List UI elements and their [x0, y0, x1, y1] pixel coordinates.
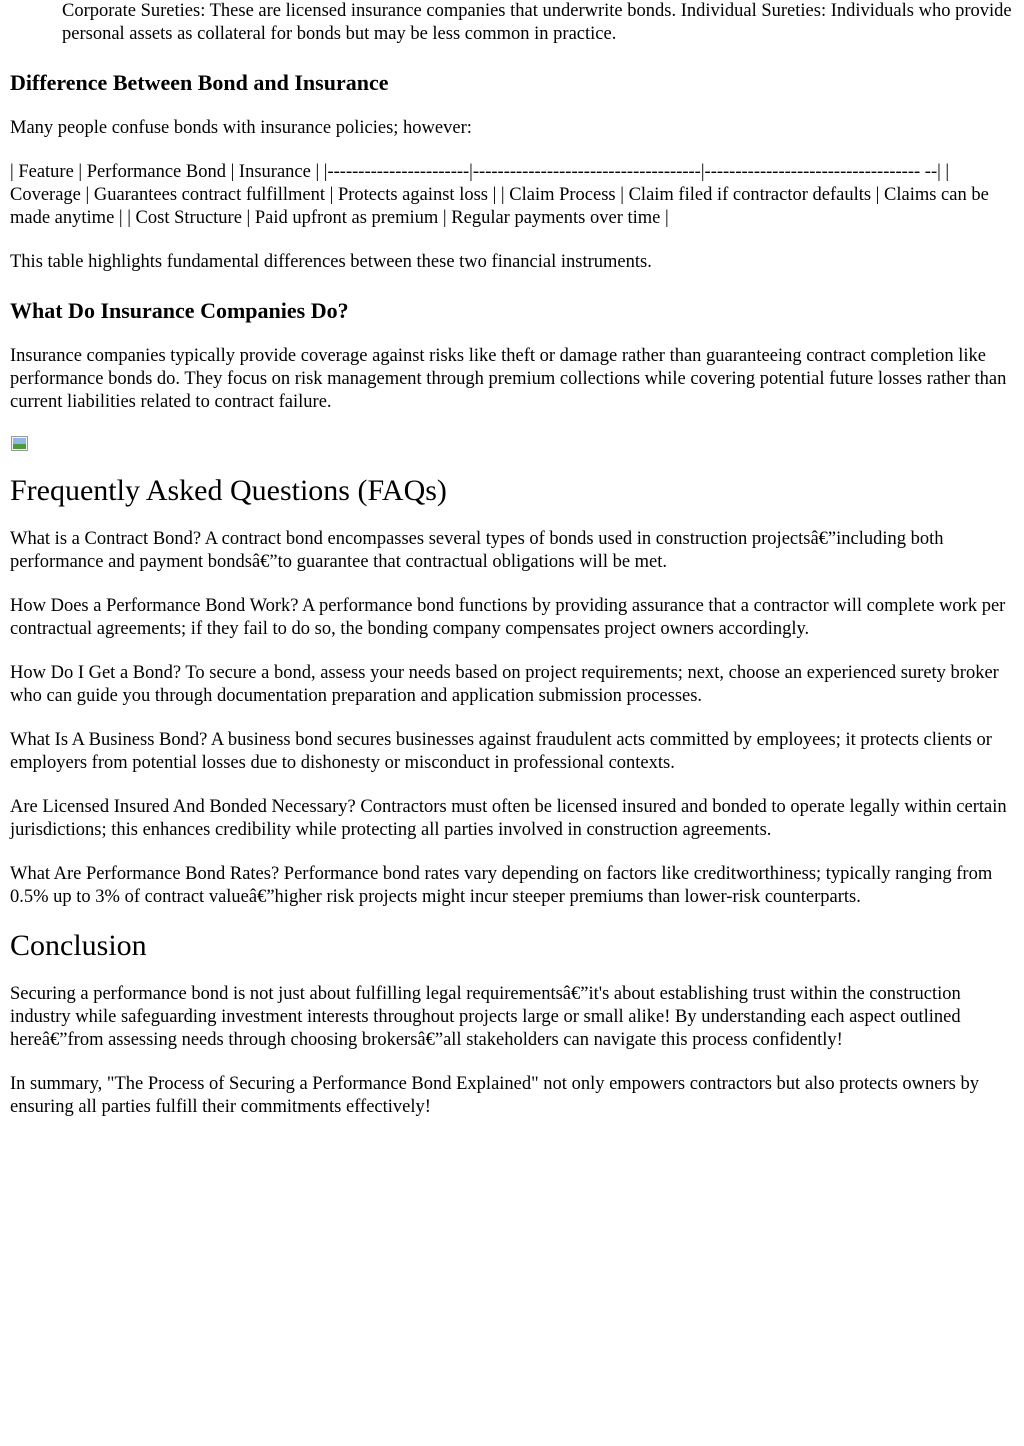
difference-intro: Many people confuse bonds with insurance policies; however:: [10, 118, 472, 138]
broken-image-icon: [10, 435, 30, 453]
faq-item: How Does a Performance Bond Work? A performance bond functions by providing assurance that a contractor will complete work per contractual agreements; if they fail to do so, the bonding company compensates project owners accordingly.: [10, 596, 1006, 639]
conclusion-paragraph: Securing a performance bond is not just about fulfilling legal requirementsâ€”it's about establishing trust within the construction industry while safeguarding investment interests throughout projects large or small alike! By understanding each aspect outlined hereâ€”from assessing needs through choosing brokersâ€”all stakeholders can navigate this process confidently!: [10, 984, 961, 1050]
faqs-heading: Frequently Asked Questions (FAQs): [10, 474, 447, 507]
faq-item: Are Licensed Insured And Bonded Necessary? Contractors must often be licensed insured and bonded to operate legally within certain jurisdictions; this enhances credibility while protecting all parties involved in construction agreements.: [10, 797, 1007, 840]
sureties-list-text: Corporate Sureties: These are licensed insurance companies that underwrite bonds. Individual Sureties: Individuals who provide personal assets as collateral for bonds but may be less common in practice.: [62, 1, 1012, 44]
faq-item: How Do I Get a Bond? To secure a bond, assess your needs based on project requirements; next, choose an experienced surety broker who can guide you through documentation preparation and application submission processes.: [10, 663, 999, 706]
insurance-body: Insurance companies typically provide coverage against risks like theft or damage rather than guaranteeing contract completion like performance bonds do. They focus on risk management through premium collections while covering potential future losses rather than current liabilities related to contract failure.: [10, 346, 1007, 412]
comparison-table-raw: | Feature | Performance Bond | Insurance | |-----------------------|-------------------------------------|----------------------------------- --| | Coverage | Guarantees contract fulfillment | Protects against loss | | Claim Process | Claim filed if contractor defaults | Claims can be made anytime | | Cost Structure | Paid upfront as premium | Regular payments over time |: [10, 162, 989, 228]
conclusion-paragraph: In summary, "The Process of Securing a Performance Bond Explained" not only empowers contractors but also protects owners by ensuring all parties fulfill their commitments effectively!: [10, 1074, 979, 1117]
faq-item: What Are Performance Bond Rates? Performance bond rates vary depending on factors like creditworthiness; typically ranging from 0.5% up to 3% of contract valueâ€”higher risk projects might incur steeper premiums than lower-risk counterparts.: [10, 864, 993, 907]
difference-outro: This table highlights fundamental differences between these two financial instruments.: [10, 252, 652, 272]
faq-item: What is a Contract Bond? A contract bond encompasses several types of bonds used in construction projectsâ€”including both performance and payment bondsâ€”to guarantee that contractual obligations will be met.: [10, 529, 944, 572]
faq-list: [10, 528, 1014, 909]
faq-item: What Is A Business Bond? A business bond secures businesses against fraudulent acts committed by employees; it protects clients or employers from potential losses due to dishonesty or misconduct in professional contexts.: [10, 730, 992, 773]
difference-heading: Difference Between Bond and Insurance: [10, 70, 389, 95]
insurance-heading: What Do Insurance Companies Do?: [10, 298, 349, 323]
article-image: [10, 435, 1014, 455]
conclusion-heading: Conclusion: [10, 929, 147, 962]
